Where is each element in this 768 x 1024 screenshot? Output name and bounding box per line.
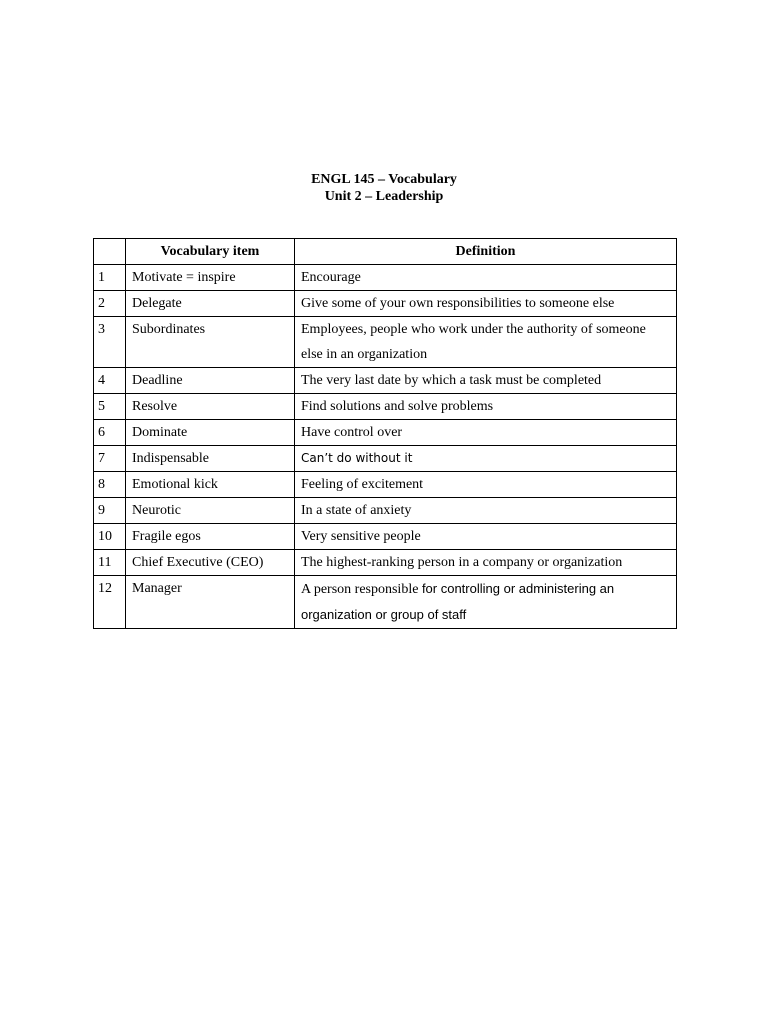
document-subtitle: Unit 2 – Leadership	[324, 189, 444, 204]
definition: Feeling of excitement	[295, 472, 677, 498]
definition-part-a: A person responsible	[301, 582, 422, 597]
row-number: 8	[94, 472, 126, 498]
table-row	[94, 498, 677, 524]
definition: In a state of anxiety	[295, 498, 677, 524]
document-header	[0, 171, 768, 205]
vocabulary-item: Chief Executive (CEO)	[126, 550, 295, 576]
vocabulary-table	[93, 238, 677, 629]
vocabulary-item: Deadline	[126, 368, 295, 394]
table-row	[94, 291, 677, 317]
header-vocabulary-item: Vocabulary item	[126, 239, 295, 265]
table-row	[94, 576, 677, 629]
vocabulary-item: Dominate	[126, 420, 295, 446]
table-row	[94, 265, 677, 291]
vocabulary-item: Indispensable	[126, 446, 295, 472]
row-number: 2	[94, 291, 126, 317]
definition: Have control over	[295, 420, 677, 446]
definition-part-b: for controlling or administering an organization or group of staff	[301, 581, 615, 622]
vocabulary-item: Emotional kick	[126, 472, 295, 498]
row-number: 12	[94, 576, 126, 629]
table-row	[94, 420, 677, 446]
definition: The very last date by which a task must be completed	[295, 368, 677, 394]
header-definition: Definition	[295, 239, 677, 265]
row-number: 7	[94, 446, 126, 472]
table-row	[94, 394, 677, 420]
table-row	[94, 368, 677, 394]
vocabulary-item: Delegate	[126, 291, 295, 317]
document-title: ENGL 145 – Vocabulary	[311, 172, 457, 187]
definition: Give some of your own responsibilities to someone else	[295, 291, 677, 317]
vocabulary-item: Fragile egos	[126, 524, 295, 550]
row-number: 10	[94, 524, 126, 550]
definition: Encourage	[295, 265, 677, 291]
row-number: 11	[94, 550, 126, 576]
vocabulary-item: Manager	[126, 576, 295, 629]
table-row	[94, 446, 677, 472]
row-number: 9	[94, 498, 126, 524]
table-row	[94, 524, 677, 550]
table-header-row	[94, 239, 677, 265]
vocabulary-item: Resolve	[126, 394, 295, 420]
row-number: 5	[94, 394, 126, 420]
definition	[295, 576, 677, 629]
definition: Can’t do without it	[295, 446, 677, 472]
definition: Employees, people who work under the authority of someone else in an organization	[295, 317, 677, 368]
definition: Very sensitive people	[295, 524, 677, 550]
table-row	[94, 317, 677, 368]
definition: The highest-ranking person in a company or organization	[295, 550, 677, 576]
row-number: 3	[94, 317, 126, 368]
vocabulary-item: Subordinates	[126, 317, 295, 368]
row-number: 4	[94, 368, 126, 394]
definition: Find solutions and solve problems	[295, 394, 677, 420]
row-number: 6	[94, 420, 126, 446]
header-number	[94, 239, 126, 265]
table-row	[94, 472, 677, 498]
row-number: 1	[94, 265, 126, 291]
vocabulary-item: Neurotic	[126, 498, 295, 524]
vocabulary-item: Motivate = inspire	[126, 265, 295, 291]
table-row	[94, 550, 677, 576]
